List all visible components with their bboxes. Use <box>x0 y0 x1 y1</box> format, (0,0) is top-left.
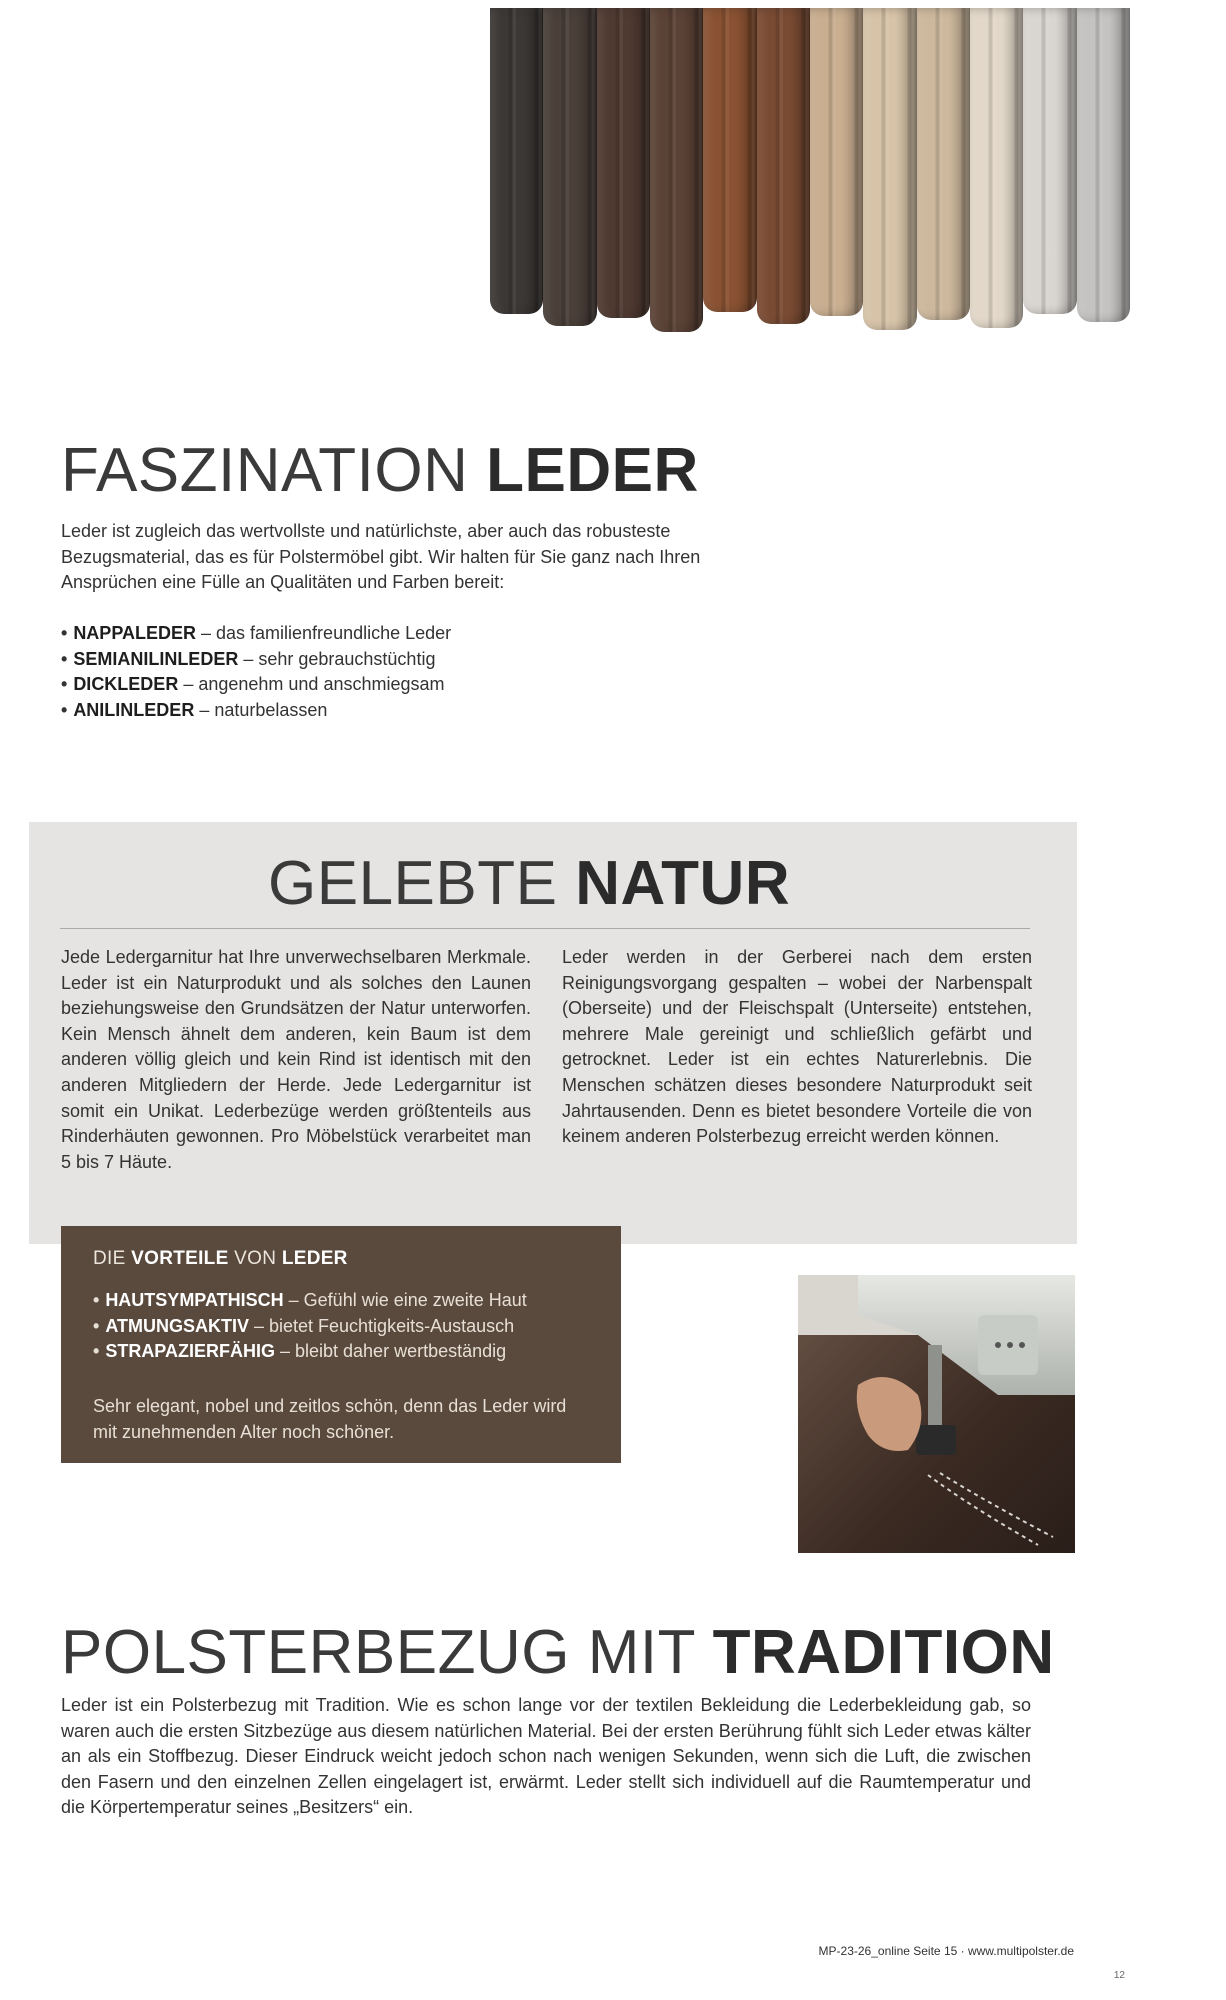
vorteile-note: Sehr elegant, nobel und zeitlos schön, denn das Leder wird mit zunehmenden Alter noch schöner. <box>93 1396 567 1442</box>
natur-left-column: Jede Ledergarnitur hat Ihre unverwechselbaren Merkmale. Leder ist ein Naturprodukt und als solches den Launen beziehungsweise den Grundsätzen der Natur unterworfen. Kein Mensch ähnelt dem anderen, kein Baum ist dem anderen völlig gleich und kein Rind ist identisch mit den anderen Mitgliedern der Herde. Jede Ledergarnitur ist somit ein Unikat. Lederbezüge werden größtenteils aus Rinderhäuten gewonnen. Pro Möbelstück verarbeitet man 5 bis 7 Häute. <box>61 947 531 1172</box>
faszination-intro: Leder ist zugleich das wertvollste und natürlichste, aber auch das robusteste Bezugsmaterial, das es für Polstermöbel gibt. Wir halten für Sie ganz nach Ihren Ansprüchen eine Fülle an Qualitäten und Farben bereit: <box>61 521 701 592</box>
natur-right-column: Leder werden in der Gerberei nach dem ersten Reinigungsvorgang gespalten – wobei der Narbenspalt (Oberseite) und der Fleischspalt (Unterseite) entstehen, mehrere Male gereinigt und schließlich gefärbt und getrocknet. Leder ist ein echtes Naturerlebnis. Die Menschen schätzen dieses besondere Naturprodukt seit Jahrtausenden. Denn es bietet besondere Vorteile die von keinem anderen Polsterbezug erreicht werden können. <box>562 947 1032 1147</box>
leather-swatch <box>703 8 756 312</box>
faszination-title: FASZINATION LEDER <box>61 436 699 505</box>
tradition-title: POLSTERBEZUG MIT TRADITION <box>61 1618 1055 1687</box>
leather-swatch <box>863 8 916 330</box>
natur-title: GELEBTE NATUR <box>268 849 791 918</box>
leather-swatch <box>1077 8 1130 322</box>
list-item: • HAUTSYMPATHISCH – Gefühl wie eine zweite Haut <box>93 1290 527 1310</box>
leather-swatch <box>757 8 810 324</box>
list-item: • DICKLEDER – angenehm und anschmiegsam <box>61 674 445 694</box>
leather-swatch <box>917 8 970 320</box>
leather-swatch <box>597 8 650 318</box>
natur-divider <box>60 928 1030 929</box>
vorteile-box <box>61 1226 621 1463</box>
list-item: • SEMIANILINLEDER – sehr gebrauchstüchtig <box>61 648 436 669</box>
leather-swatch <box>1023 8 1076 314</box>
tradition-text: Leder ist ein Polsterbezug mit Tradition. Wie es schon lange vor der textilen Bekleidung die Lederbekleidung gab, so waren auch die ersten Sitzbezüge aus diesem natürlichen Material. Bei der ersten Berührung fühlt sich Leder etwas kälter an als ein Stoffbezug. Dieser Eindruck weicht jedoch schon nach wenigen Sekunden, wenn sich die Luft, die zwischen den Fasern und den einzelnen Zellen eingelagert ist, erwärmt. Leder stellt sich individuell auf die Raumtemperatur und die Körpertemperatur seines „Besitzers“ ein. <box>61 1695 1031 1817</box>
leather-swatches-image <box>490 8 1130 360</box>
leather-swatch <box>490 8 543 314</box>
list-item: • STRAPAZIERFÄHIG – bleibt daher wertbeständig <box>93 1341 507 1361</box>
sewing-machine-photo <box>798 1275 1075 1553</box>
leather-swatch <box>970 8 1023 328</box>
footer-credit: MP-23-26_online Seite 15 · www.multipolster.de <box>818 1944 1074 1958</box>
list-item: • NAPPALEDER – das familienfreundliche Leder <box>61 623 452 643</box>
page-number: 12 <box>1113 1970 1125 1981</box>
leather-types-list <box>61 621 451 723</box>
list-item: • ATMUNGSAKTIV – bietet Feuchtigkeits-Austausch <box>93 1315 515 1336</box>
vorteile-heading: DIE VORTEILE VON LEDER <box>93 1248 348 1269</box>
leather-swatch <box>543 8 596 326</box>
leather-swatch <box>650 8 703 332</box>
vorteile-list <box>93 1288 527 1365</box>
list-item: • ANILINLEDER – naturbelassen <box>61 699 328 720</box>
leather-swatch <box>810 8 863 316</box>
